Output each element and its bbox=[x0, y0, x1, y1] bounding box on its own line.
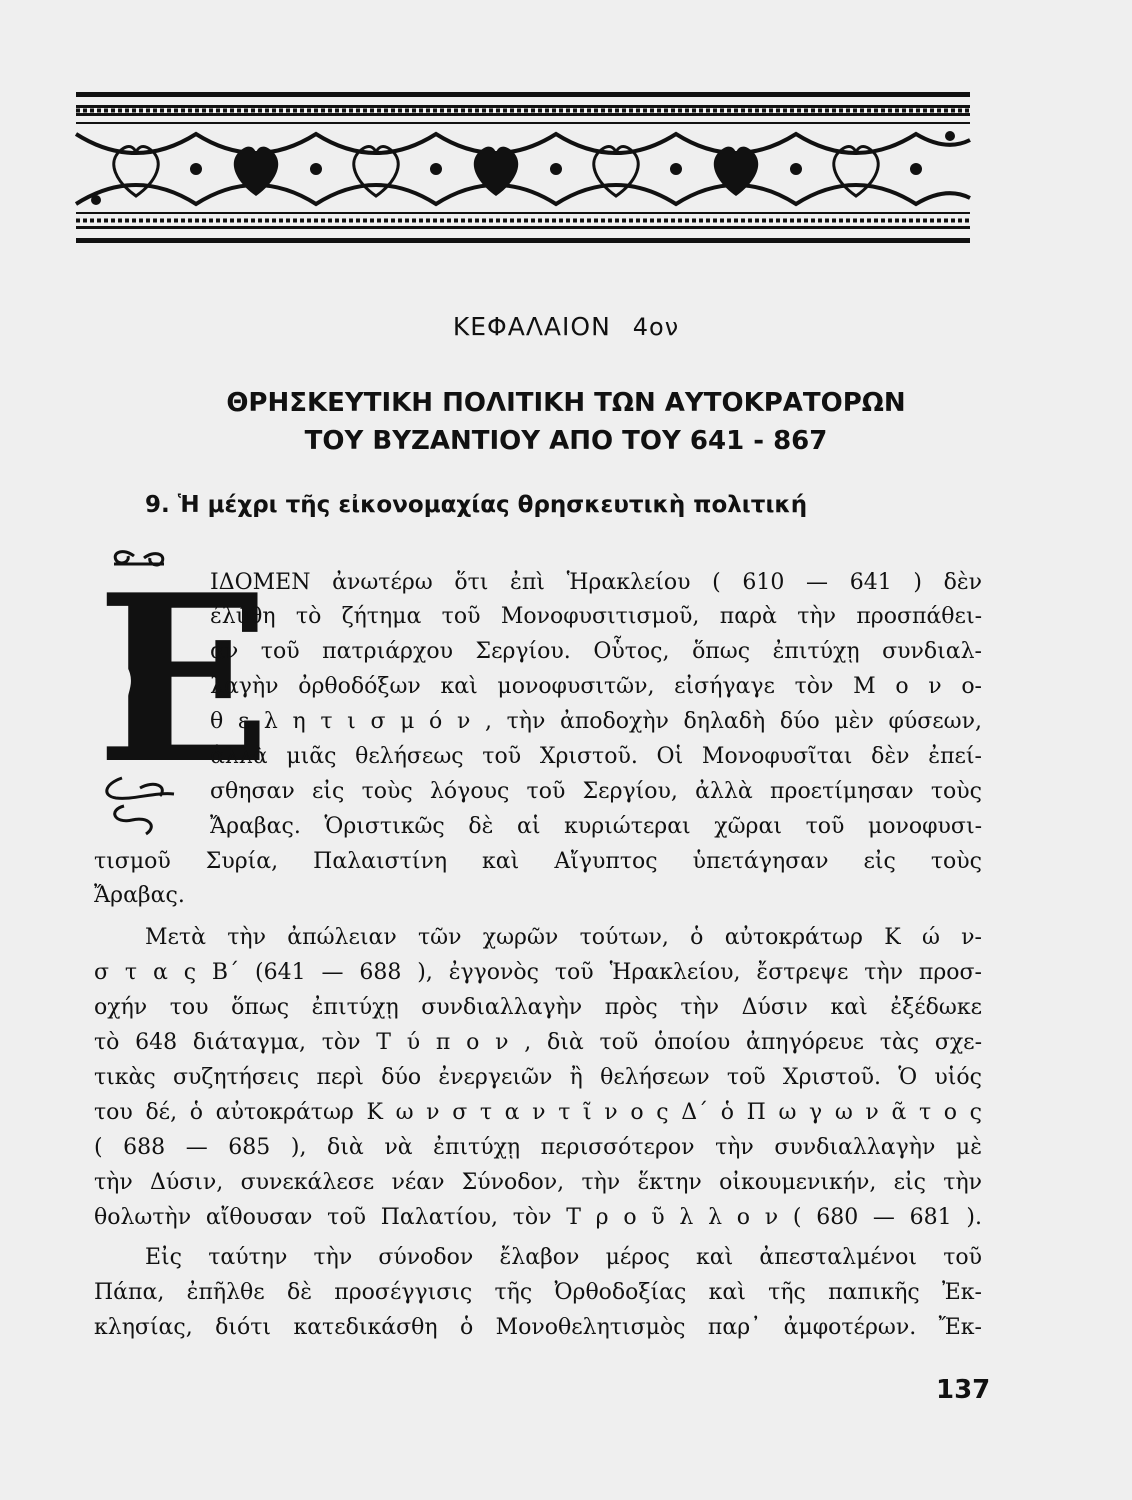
text-line: τὴν Δύσιν, συνεκάλεσε νέαν Σύνοδον, τὴν ἕκτην οἰκουμενικήν, εἰς τὴν bbox=[94, 1170, 982, 1195]
text-line: σ τ α ς Β΄ (641 — 688 ), ἐγγονὸς τοῦ Ἡρακλείου, ἔστρεψε τὴν προσ- bbox=[94, 960, 982, 985]
ornamental-border-band bbox=[76, 92, 970, 244]
text-line: του δέ, ὁ αὐτοκράτωρ Κ ω ν σ τ α ν τ ῖ ν ο ς Δ΄ ὁ Π ω γ ω ν ᾶ τ ο ς bbox=[94, 1100, 982, 1125]
text-line: λαγὴν ὀρθοδόξων καὶ μονοφυσιτῶν, εἰσήγαγε τὸν Μ ο ν ο- bbox=[210, 674, 982, 699]
text-line: Εἰς ταύτην τὴν σύνοδον ἔλαβον μέρος καὶ ἀπεσταλμένοι τοῦ bbox=[145, 1245, 982, 1270]
decorative-initial-letter bbox=[94, 545, 272, 838]
text-line: οχήν του ὅπως ἐπιτύχῃ συνδιαλλαγὴν πρὸς τὴν Δύσιν καὶ ἐξέδωκε bbox=[94, 995, 982, 1020]
chapter-title bbox=[0, 384, 1132, 460]
text-line: ἐλύθη τὸ ζήτημα τοῦ Μονοφυσιτισμοῦ, παρὰ τὴν προσπάθει- bbox=[210, 604, 982, 629]
chapter-title-line-1: ΘΡΗΣΚΕΥΤΙΚΗ ΠΟΛΙΤΙΚΗ ΤΩΝ ΑΥΤΟΚΡΑΤΟΡΩΝ bbox=[226, 388, 906, 418]
text-line: αν τοῦ πατριάρχου Σεργίου. Οὗτος, ὅπως ἐπιτύχῃ συνδιαλ- bbox=[210, 639, 982, 664]
text-line: ( 688 — 685 ), διὰ νὰ ἐπιτύχῃ περισσότερον τὴν συνδιαλλαγὴν μὲ bbox=[94, 1135, 982, 1160]
chapter-number: 4ον bbox=[632, 313, 680, 341]
text-line: θ ε λ η τ ι σ μ ό ν , τὴν ἀποδοχὴν δηλαδὴ δύο μὲν φύσεων, bbox=[210, 709, 982, 734]
text-line: Ἄραβας. Ὁριστικῶς δὲ αἱ κυριώτεραι χῶραι τοῦ μονοφυσι- bbox=[210, 814, 982, 839]
text-line: ἀλλὰ μιᾶς θελήσεως τοῦ Χριστοῦ. Οἱ Μονοφυσῖται δὲν ἐπεί- bbox=[210, 744, 982, 769]
chapter-heading bbox=[0, 312, 1132, 341]
text-line: Μετὰ τὴν ἀπώλειαν τῶν χωρῶν τούτων, ὁ αὐτοκράτωρ Κ ώ ν- bbox=[145, 925, 982, 950]
dropcap-letter: Ε bbox=[96, 545, 272, 815]
text-line: τὸ 648 διάταγμα, τὸν Τ ύ π ο ν , διὰ τοῦ ὁποίου ἀπηγόρευε τὰς σχε- bbox=[94, 1030, 982, 1055]
chapter-title-line-2: ΤΟΥ ΒΥΖΑΝΤΙΟΥ ΑΠΟ ΤΟΥ 641 - 867 bbox=[304, 426, 828, 456]
text-line: σθησαν εἰς τοὺς λόγους τοῦ Σεργίου, ἀλλὰ προετίμησαν τοὺς bbox=[210, 779, 982, 804]
text-line: θολωτὴν αἴθουσαν τοῦ Παλατίου, τὸν Τ ρ ο ῦ λ λ ο ν ( 680 — 681 ). bbox=[94, 1205, 982, 1230]
text-line: Πάπα, ἐπῆλθε δὲ προσέγγισις τῆς Ὀρθοδοξίας καὶ τῆς παπικῆς Ἐκ- bbox=[94, 1280, 982, 1305]
text-line: ΙΔΟΜΕΝ ἀνωτέρω ὅτι ἐπὶ Ἡρακλείου ( 610 — 641 ) δὲν bbox=[210, 570, 982, 595]
page-number: 137 bbox=[936, 1375, 991, 1405]
text-line: κλησίας, διότι κατεδικάσθη ὁ Μονοθελητισμὸς παρ᾽ ἀμφοτέρων. Ἔκ- bbox=[94, 1315, 982, 1340]
section-heading: 9. Ἡ μέχρι τῆς εἰκονομαχίας θρησκευτικὴ πολιτική bbox=[145, 492, 808, 518]
text-line: Ἄραβας. bbox=[94, 883, 185, 908]
text-line: τισμοῦ Συρία, Παλαιστίνη καὶ Αἴγυπτος ὑπετάγησαν εἰς τοὺς bbox=[94, 849, 982, 874]
text-line: τικὰς συζητήσεις περὶ δύο ἐνεργειῶν ἢ θελήσεων τοῦ Χριστοῦ. Ὁ υἱός bbox=[94, 1065, 982, 1090]
chapter-label: ΚΕΦΑΛΑΙΟΝ bbox=[452, 312, 611, 341]
